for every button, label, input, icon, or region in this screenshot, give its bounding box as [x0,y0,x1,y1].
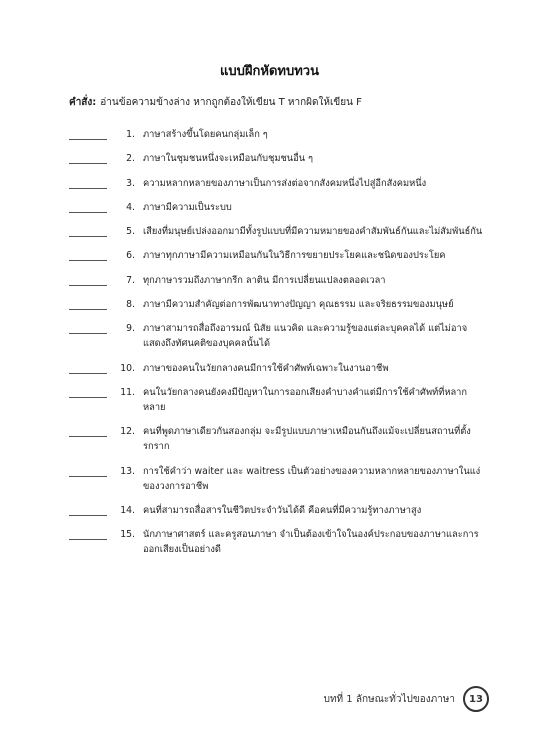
answer-blank[interactable] [69,424,107,437]
question-text: ภาษามีความสำคัญต่อการพัฒนาทางปัญญา คุณธรรม และจริยธรรมของมนุษย์ [143,299,454,311]
question-number: 9. [126,323,135,335]
question-text: ภาษาของคนในวัยกลางคนมีการใช้คำศัพท์เฉพาะในงานอาชีพ [143,362,389,374]
answer-blank[interactable] [69,151,107,164]
instruction-text: อ่านข้อความข้างล่าง หากถูกต้องให้เขียน T หากผิดให้เขียน F [100,97,362,108]
answer-blank[interactable] [69,361,107,374]
question-item [69,273,484,288]
page-number: 13 [463,686,489,712]
question-number: 3. [126,177,135,189]
question-number: 13. [120,465,135,477]
question-item [69,297,484,312]
question-number: 15. [120,529,135,541]
question-number: 8. [126,299,135,311]
page-title: แบบฝึกหัดทบทวน [220,64,319,79]
question-item [69,248,484,263]
question-text: คนที่สามารถสื่อสารในชีวิตประจำวันได้ดี คือคนที่มีความรู้ทางภาษาสูง [143,504,422,516]
question-item [69,503,484,518]
answer-blank[interactable] [69,176,107,189]
question-item [69,321,484,351]
answer-blank[interactable] [69,464,107,477]
answer-blank[interactable] [69,224,107,237]
answer-blank[interactable] [69,200,107,213]
answer-blank[interactable] [69,321,107,334]
question-text: เสียงที่มนุษย์เปล่งออกมามีทั้งรูปแบบที่มีความหมายของคำสัมพันธ์กันและไม่สัมพันธ์กัน [143,226,483,238]
instruction-label: คำสั่ง: [69,97,97,108]
answer-blank[interactable] [69,273,107,286]
question-text: นักภาษาศาสตร์ และครูสอนภาษา จำเป็นต้องเข้าใจในองค์ประกอบของภาษาและการออกเสียงเป็นอย่างดี [143,529,479,556]
answer-blank[interactable] [69,297,107,310]
question-number: 11. [120,386,135,398]
question-item [69,224,484,239]
question-item [69,424,484,454]
question-text: ทุกภาษารวมถึงภาษากรีก ลาติน มีการเปลี่ยนแปลงตลอดเวลา [143,274,386,286]
question-item [69,464,484,494]
question-number: 12. [120,426,135,438]
question-text: ภาษาสามารถสื่อถึงอารมณ์ นิสัย แนวคิด และความรู้ของแต่ละบุคคลได้ แต่ไม่อาจแสดงถึงทัศนคติของบุคคลนั้นได้ [143,323,468,350]
instruction [69,95,362,110]
answer-blank[interactable] [69,527,107,540]
question-text: การใช้คำว่า waiter และ waitress เป็นตัวอย่างของความหลากหลายของภาษาในแง่ของวงการอาชีพ [143,465,481,492]
question-item [69,361,484,376]
question-item [69,127,484,142]
answer-blank[interactable] [69,385,107,398]
answer-blank[interactable] [69,503,107,516]
question-text: ภาษาทุกภาษามีความเหมือนกันในวิธีการขยายประโยคและชนิดของประโยค [143,250,446,262]
question-number: 10. [120,362,135,374]
question-item [69,200,484,215]
question-item [69,527,484,557]
question-item [69,385,484,415]
question-list [69,127,484,566]
question-text: ภาษาในชุมชนหนึ่งจะเหมือนกับชุมชนอื่น ๆ [143,153,314,165]
question-item [69,151,484,166]
question-number: 7. [126,274,135,286]
question-text: ภาษามีความเป็นระบบ [143,201,232,213]
question-text: ภาษาสร้างขึ้นโดยคนกลุ่มเล็ก ๆ [143,129,268,140]
question-text: ความหลากหลายของภาษาเป็นการส่งต่อจากสังคมหนึ่งไปสู่อีกสังคมหนึ่ง [143,177,427,189]
page-footer [324,686,489,712]
question-number: 4. [126,201,135,213]
question-number: 5. [126,226,135,238]
chapter-title: บทที่ 1 ลักษณะทั่วไปของภาษา [323,693,455,705]
question-text: คนในวัยกลางคนยังคงมีปัญหาในการออกเสียงคำบางคำแต่มีการใช้คำศัพท์ที่หลากหลาย [143,386,468,413]
question-number: 6. [126,250,135,262]
answer-blank[interactable] [69,127,107,140]
question-number: 14. [120,504,135,516]
question-number: 1. [126,129,135,140]
answer-blank[interactable] [69,248,107,261]
question-number: 2. [126,153,135,165]
question-item [69,176,484,191]
question-text: คนที่พูดภาษาเดียวกันสองกลุ่ม จะมีรูปแบบภาษาเหมือนกันถึงแม้จะเปลี่ยนสถานที่ตั้งรกราก [143,426,471,453]
